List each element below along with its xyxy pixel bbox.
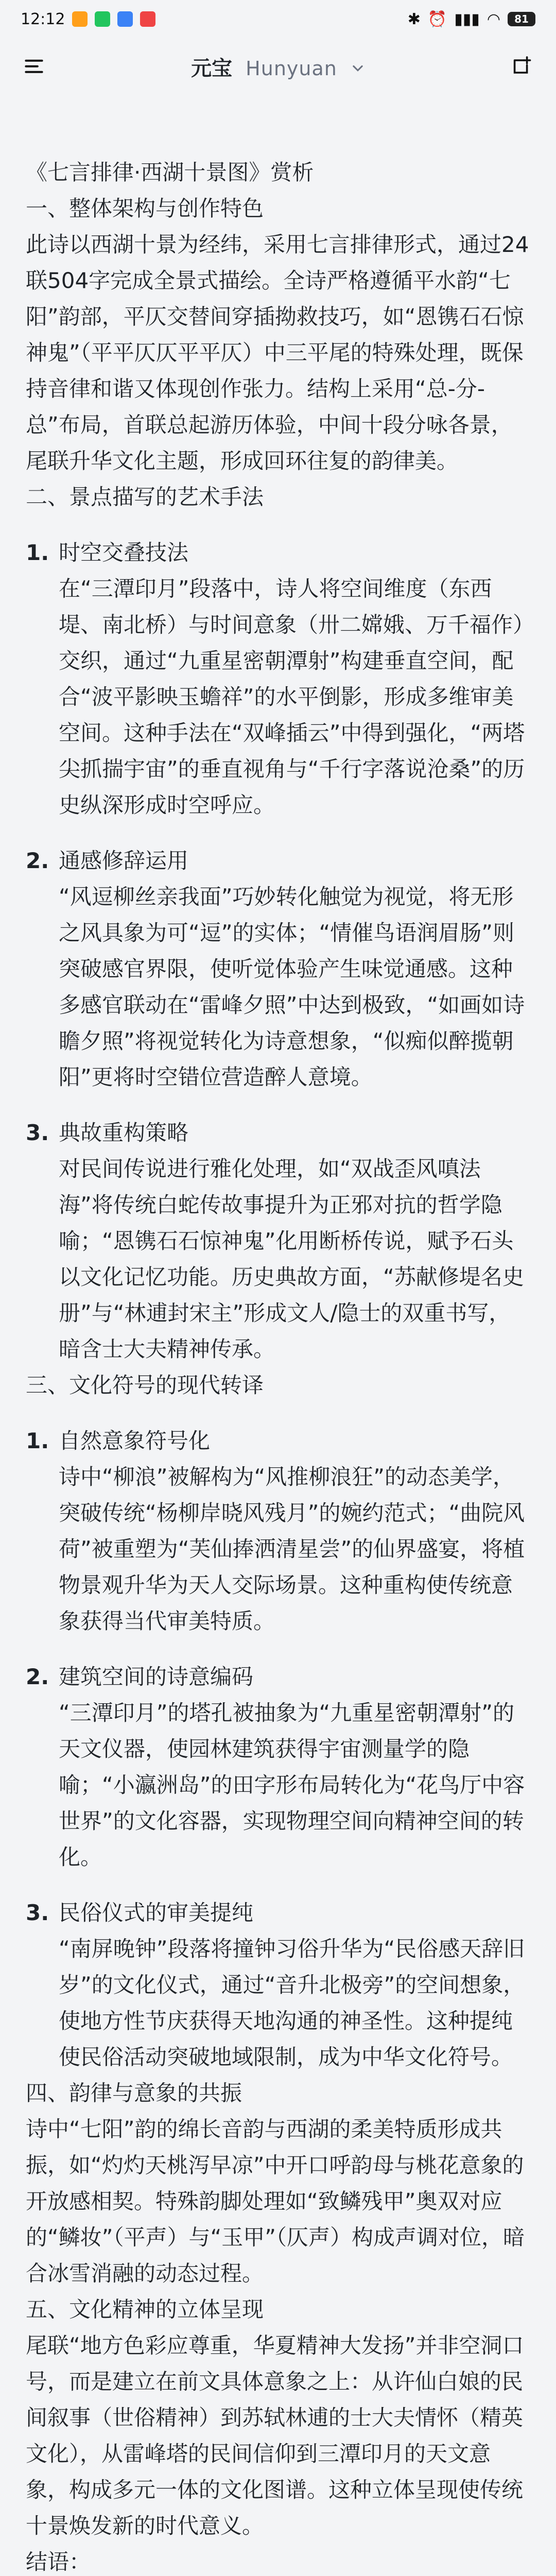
section-paragraph: 诗中“七阳”韵的绵长音韵与西湖的柔美特质形成共振，如“灼灼天桃泻早凉”中开口呼韵母与桃花意象的开放感相契。特殊韵脚处理如“致鳞残甲”奥双对应的“鳞妆”（平声）与“玉甲”（仄声）构成声调对位，暗合冰雪消融的动态过程。 [26,2116,525,2286]
item-number: 1. [26,540,49,565]
numbered-item [26,843,530,1095]
app-icon [95,11,110,27]
numbered-item [26,1423,530,1639]
item-body [59,1659,530,1875]
item-title: 典故重构策略 [59,1120,189,1145]
numbered-item [26,1659,530,1875]
status-bar [0,0,556,38]
new-chat-button[interactable] [507,51,537,82]
section-heading: 结语： [26,2549,91,2574]
numbered-item [26,535,530,823]
item-title: 民俗仪式的审美提纯 [59,1900,254,1925]
status-right [408,10,535,28]
browser-icon [117,11,133,27]
item-title: 建筑空间的诗意编码 [59,1664,254,1689]
menu-icon [23,55,45,78]
item-number: 1. [26,1428,49,1453]
item-title: 时空交叠技法 [59,540,189,565]
model-selector[interactable] [191,52,365,81]
item-text: 在“三潭印月”段落中，诗人将空间维度（东西堤、南北桥）与时间意象（卅二嫦娥、万千福作）交织，通过“九重星密朝潭射”构建垂直空间，配合“波平影映玉蟾祥”的水平倒影，形成多维审美空间。这种手法在“双峰插云”中得到强化，“两塔尖抓揣宇宙”的垂直视角与“千行字落说沧桑”的历史纵深形成时空呼应。 [59,576,525,818]
item-body [59,1115,530,1367]
new-chat-icon [510,54,534,79]
item-text: “风逗柳丝亲我面”巧妙转化触觉为视觉，将无形之风具象为可“逗”的实体；“情催鸟语润眉肠”则突破感官界限，使听觉体验产生味觉通感。这种多感官联动在“雷峰夕照”中达到极致，“如画如诗瞻夕照”将视觉转化为诗意想象，“似痴似醉揽朝阳”更将时空错位营造醉人意境。 [59,884,525,1090]
article-title: 《七言排律·西湖十景图》赏析 [26,160,314,185]
section-heading: 三、文化符号的现代转译 [26,1372,264,1398]
section-paragraph: 尾联“地方色彩应尊重，华夏精神大发扬”并非空洞口号，而是建立在前文具体意象之上：从许仙白娘的民间叙事（世俗精神）到苏轼林逋的士大夫情怀（精英文化），从雷峰塔的民间信仰到三潭印月的天文意象，构成多元一体的文化图谱。这种立体呈现使传统十景焕发新的时代意义。 [26,2333,524,2538]
item-text: 对民间传说进行雅化处理，如“双战歪风嗔法海”将传统白蛇传故事提升为正邪对抗的哲学隐喻；“恩镌石石惊神鬼”化用断桥传说，赋予石头以文化记忆功能。历史典故方面，“苏献修堤名史册”与“林逋封宋主”形成文人/隐士的双重书写，暗含士大夫精神传承。 [59,1156,524,1362]
section-heading: 四、韵律与意象的共振 [26,2080,242,2106]
section-paragraph: 此诗以西湖十景为经纬，采用七言排律形式，通过24联504字完成全景式描绘。全诗严格遵循平水韵“七阳”韵部，平仄交替间穿插拗救技巧，如“恩镌石石惊神鬼”（平平仄仄平平仄）中三平尾的特殊处理，既保持音律和谐又体现创作张力。结构上采用“总-分-总”布局，首联总起游历体验，中间十段分咏各景，尾联升华文化主题，形成回环往复的韵律美。 [26,232,529,473]
model-subtitle: Hunyuan [246,57,337,80]
alarm-icon: ⏰ [427,10,447,28]
item-number: 3. [26,1900,49,1925]
item-body [59,1895,530,2075]
item-body [59,843,530,1095]
notification-icon [72,11,88,27]
section-heading: 一、整体架构与创作特色 [26,196,264,221]
signal-icon: ▮▮▮ [454,10,480,28]
article-sections [26,191,530,2576]
battery-badge: 81 [508,12,535,26]
item-number: 2. [26,1664,49,1689]
time-text: 12:12 [21,10,65,28]
status-left [21,10,155,28]
bluetooth-icon: ✱ [407,10,421,28]
section-heading: 五、文化精神的立体呈现 [26,2297,264,2322]
menu-button[interactable] [19,51,49,82]
app-title: 元宝 [191,56,233,80]
conversation-content [26,155,530,2576]
item-body [59,535,530,823]
item-text: “南屏晚钟”段落将撞钟习俗升华为“民俗感天辞旧岁”的文化仪式，通过“音升北极旁”的空间想象，使地方性节庆获得天地沟通的神圣性。这种提纯使民俗活动突破地域限制，成为中华文化符号。 [59,1936,525,2070]
numbered-item [26,1115,530,1367]
numbered-item [26,1895,530,2075]
app-header [0,38,556,95]
chevron-down-icon [351,61,365,75]
item-title: 通感修辞运用 [59,848,189,873]
section-heading: 二、景点描写的艺术手法 [26,484,264,510]
item-number: 2. [26,848,49,873]
item-body [59,1423,530,1639]
item-text: “三潭印月”的塔孔被抽象为“九重星密朝潭射”的天文仪器，使园林建筑获得宇宙测量学的隐喻；“小瀛洲岛”的田字形布局转化为“花鸟厅中容世界”的文化容器，实现物理空间向精神空间的转化。 [59,1700,525,1870]
item-text: 诗中“柳浪”被解构为“风推柳浪狂”的动态美学，突破传统“杨柳岸晓风残月”的婉约范式；“曲院风荷”被重塑为“芙仙捧洒清星尝”的仙界盛宴，将植物景观升华为天人交际场景。这种重构使传统意象获得当代审美特质。 [59,1464,525,1634]
message-icon [140,11,155,27]
item-number: 3. [26,1120,49,1145]
item-title: 自然意象符号化 [59,1428,211,1453]
wifi-icon: ◠ [486,10,500,28]
